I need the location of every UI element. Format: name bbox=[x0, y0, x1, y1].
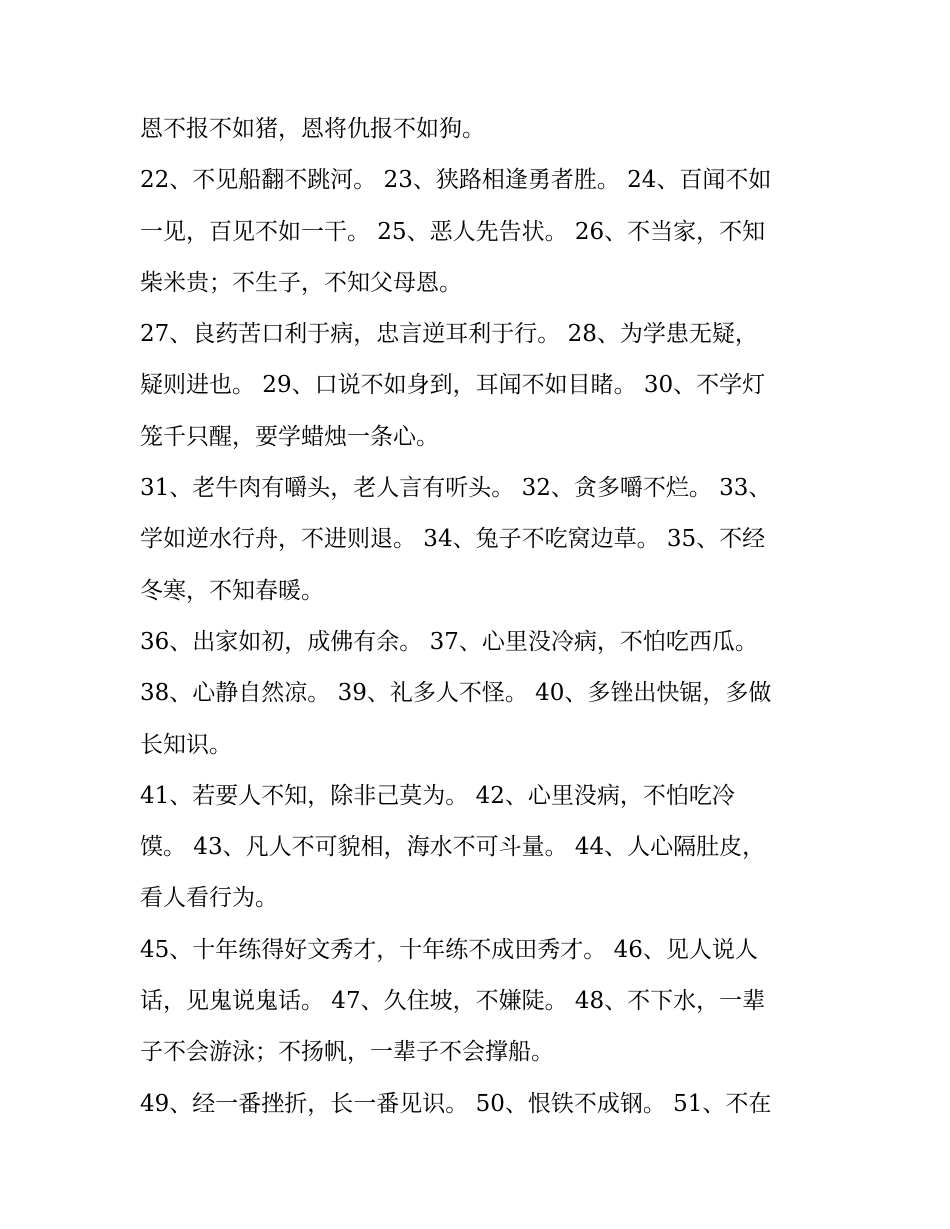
text-line: 子不会游泳；不扬帆，一辈子不会撑船。 bbox=[140, 1039, 554, 1066]
text-line: 36、出家如初，成佛有余。 37、心里没冷病，不怕吃西瓜。 bbox=[140, 628, 758, 655]
text-line: 学如逆水行舟，不进则退。 34、兔子不吃窝边草。 35、不经 bbox=[140, 526, 766, 553]
text-line: 38、心静自然凉。 39、礼多人不怪。 40、多锉出快锯，多做 bbox=[140, 680, 772, 707]
text-line: 27、良药苦口利于病，忠言逆耳利于行。 28、为学患无疑， bbox=[140, 321, 758, 348]
text-line: 话，见鬼说鬼话。 47、久住坡，不嫌陡。 48、不下水，一辈 bbox=[140, 988, 766, 1015]
text-line: 一见，百见不如一干。 25、恶人先告状。 26、不当家，不知 bbox=[140, 218, 766, 245]
text-line: 疑则进也。 29、口说不如身到，耳闻不如目睹。 30、不学灯 bbox=[140, 372, 766, 399]
text-line: 41、若要人不知，除非己莫为。 42、心里没病，不怕吃冷 bbox=[140, 782, 735, 809]
text-line: 22、不见船翻不跳河。 23、狭路相逢勇者胜。 24、百闻不如 bbox=[140, 167, 772, 194]
text-line: 看人看行为。 bbox=[140, 885, 278, 912]
text-line: 45、十年练得好文秀才，十年练不成田秀才。 46、见人说人 bbox=[140, 936, 758, 963]
text-line: 49、经一番挫折，长一番见识。 50、恨铁不成钢。 51、不在 bbox=[140, 1090, 772, 1117]
text-line: 柴米贵；不生子，不知父母恩。 bbox=[140, 269, 462, 296]
text-line: 笼千只醒，要学蜡烛一条心。 bbox=[140, 423, 439, 450]
text-line: 冬寒，不知春暖。 bbox=[140, 577, 324, 604]
text-line: 馍。 43、凡人不可貌相，海水不可斗量。 44、人心隔肚皮， bbox=[140, 834, 766, 861]
text-line: 31、老牛肉有嚼头，老人言有听头。 32、贪多嚼不烂。 33、 bbox=[140, 475, 772, 502]
text-line: 长知识。 bbox=[140, 731, 232, 758]
text-line: 恩不报不如猪，恩将仇报不如狗。 bbox=[140, 116, 485, 142]
proverb-text-block bbox=[140, 104, 820, 1130]
